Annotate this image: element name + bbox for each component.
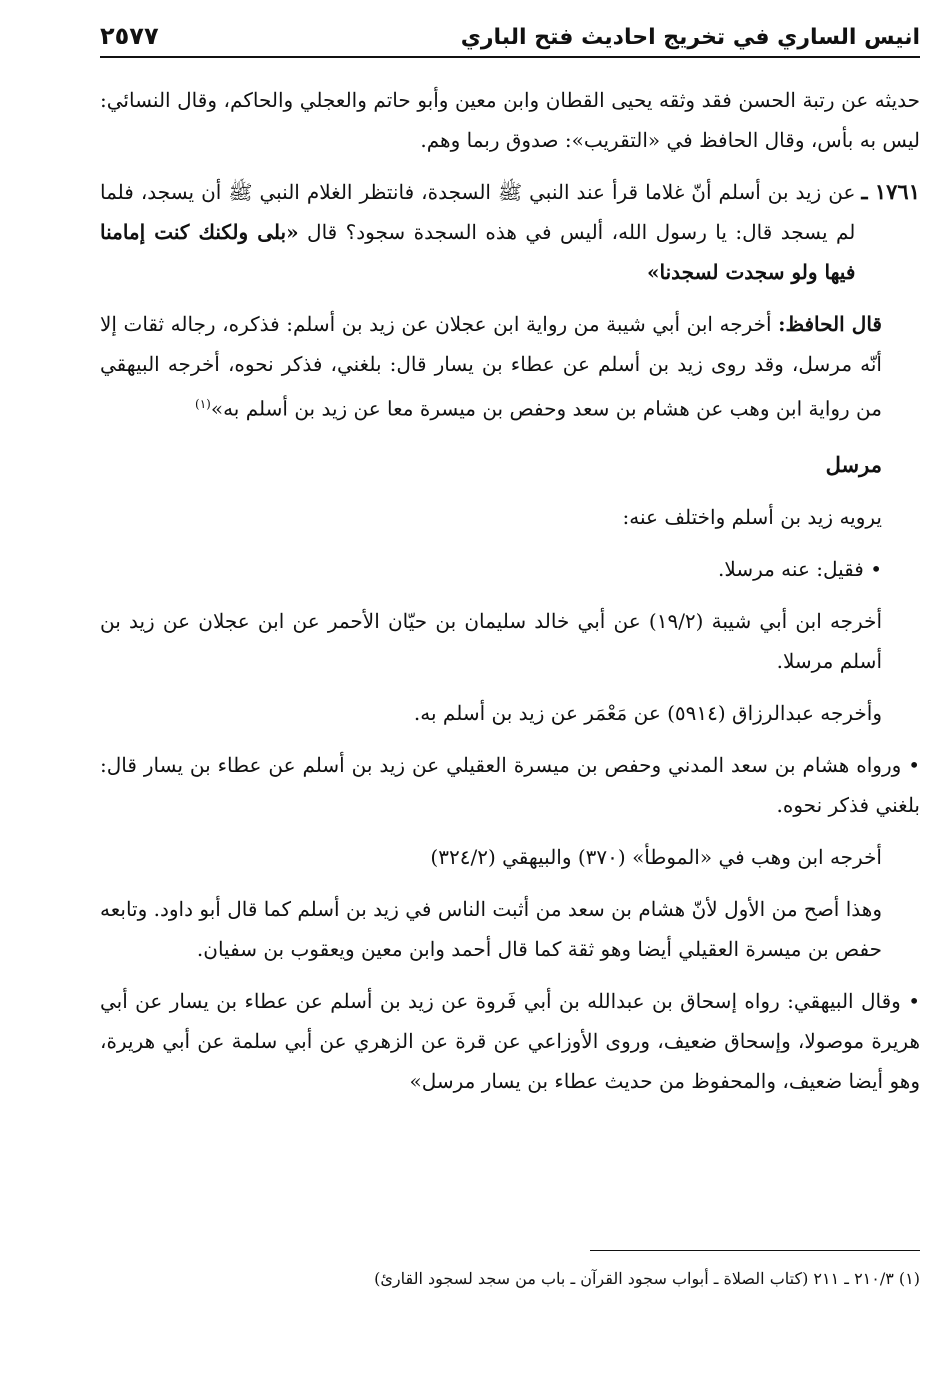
paragraph-bayhaqi: • وقال البيهقي: رواه إسحاق بن عبدالله بن أبي فَروة عن زيد بن أسلم عن عطاء بن يسار عن أبي هريرة موصولا، وإسحاق ضعيف، وروى الأوزاعي عن قرة عن الزهري عن أبي سلمة عن أبي هريرة، وهو أيضا ضعيف، والمحفوظ من حديث عطاء بن يسار مرسل» [100, 988, 920, 1093]
hadith-number: ١٧٦١ ـ [861, 179, 920, 204]
page-number: ٢٥٧٧ [100, 22, 159, 50]
hafiz-label: قال الحافظ: [778, 312, 882, 336]
paragraph-ibn-abi-shaybah: أخرجه ابن أبي شيبة (١٩/٢) عن أبي خالد سليمان بن حيّان الأحمر عن ابن عجلان عن زيد بن أسلم مرسلا. [100, 608, 883, 673]
paragraph-abdurrazzaq: وأخرجه عبدالرزاق (٥٩١٤) عن مَعْمَر عن زيد بن أسلم به. [413, 700, 882, 725]
paragraph-qil: • فقيل: عنه مرسلا. [718, 556, 882, 581]
hadith-quote: «بلى ولكنك كنت إمامنا فيها ولو سجدت لسجدنا» [100, 220, 856, 284]
footnote-reference: (١) [195, 397, 211, 411]
section-heading-mursal: مرسل [825, 451, 882, 477]
footnote-separator [590, 1250, 920, 1251]
running-header [100, 14, 920, 58]
hafiz-paragraph [100, 304, 920, 429]
hadith-block [100, 172, 920, 292]
book-title: انيس الساري في تخريج احاديث فتح الباري [460, 25, 920, 50]
page-body [100, 80, 920, 1101]
hadith-body [100, 172, 855, 292]
paragraph-narrator-grading: حديثه عن رتبة الحسن فقد وثقه يحيى القطان وابن معين وأبو حاتم والعجلي والحاكم، وقال النسائي: ليس به بأس، وقال الحافظ في «التقريب»: صدوق ربما وهم. [100, 88, 920, 152]
paragraph-riwayah: يرويه زيد بن أسلم واختلف عنه: [622, 504, 882, 529]
paragraph-asahh: وهذا أصح من الأول لأنّ هشام بن سعد من أثبت الناس في زيد بن أسلم كما قال أبو داود. وتابعه حفص بن ميسرة العقيلي أيضا وهو ثقة كما قال أحمد وابن معين ويعقوب بن سفيان. [100, 896, 882, 961]
paragraph-hisham: • ورواه هشام بن سعد المدني وحفص بن ميسرة العقيلي عن زيد بن أسلم عن عطاء بن يسار قال: بلغني فذكر نحوه. [100, 752, 920, 817]
hadith-text: عن زيد بن أسلم أنّ غلاما قرأ عند النبي ﷺ السجدة، فانتظر الغلام النبي ﷺ أن يسجد، فلما لم يسجد قال: يا رسول الله، أليس في هذه السجدة سجود؟ قال [100, 180, 856, 244]
hafiz-text: أخرجه ابن أبي شيبة من رواية ابن عجلان عن زيد بن أسلم: فذكره، رجاله ثقات إلا أنّه مرسل، وقد روى زيد بن أسلم عن عطاء بن يسار قال: بلغني، فذكر نحوه، أخرجه البيهقي من رواية ابن وهب عن هشام بن سعد وحفص بن ميسرة معا عن زيد بن أسلم به» [100, 312, 882, 421]
footnote: (١) ٢١٠/٣ ـ ٢١١ (كتاب الصلاة ـ أبواب سجود القرآن ـ باب من سجد لسجود القارئ) [374, 1269, 920, 1288]
paragraph-ibn-wahb: أخرجه ابن وهب في «الموطأ» (٣٧٠) والبيهقي (٣٢٤/٢) [430, 844, 882, 869]
